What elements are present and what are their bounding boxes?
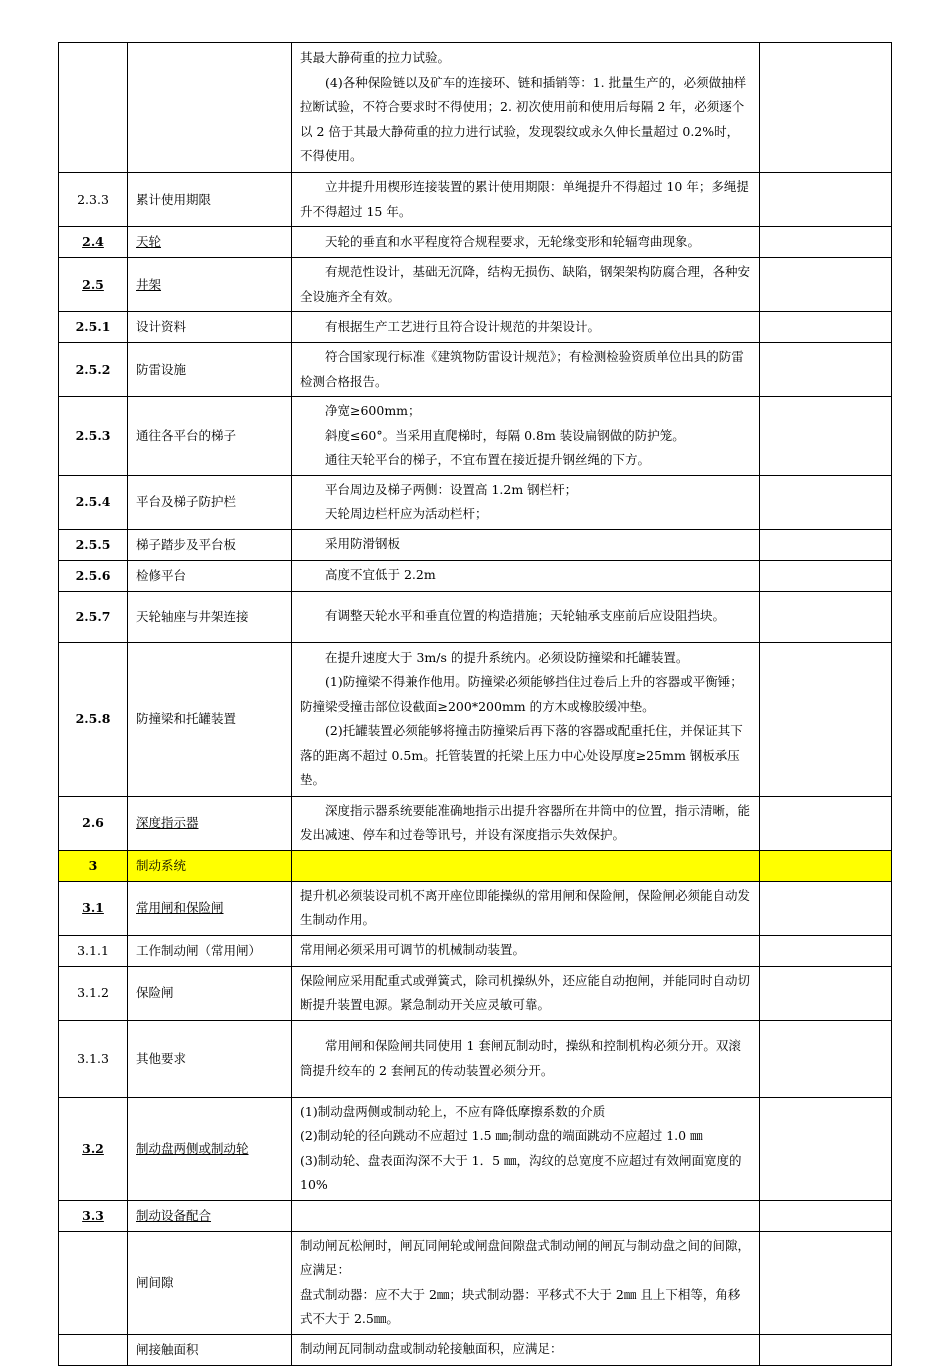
requirement-cell: [292, 397, 760, 476]
item-name-cell: 制动设备配合: [128, 1200, 292, 1231]
requirement-line: (1)制动盘两侧或制动轮上，不应有降低摩擦系数的介质: [300, 1103, 606, 1119]
requirement-line: 有规范性设计，基础无沉降，结构无损伤、缺陷，钢架架构防腐合理，各种安全设施齐全有效。: [300, 264, 751, 304]
item-name-cell: 闸接触面积: [128, 1334, 292, 1365]
table-row: [59, 1097, 892, 1200]
remark-cell: [760, 173, 892, 227]
remark-cell: [760, 1334, 892, 1365]
item-name-cell: 常用闸和保险闸: [128, 881, 292, 935]
section-name-cell: 制动系统: [128, 850, 292, 881]
requirement-cell: [292, 227, 760, 258]
remark-cell: [760, 258, 892, 312]
item-number-cell: [59, 43, 128, 173]
requirement-line: 盘式制动器：应不大于 2㎜；块式制动器：平移式不大于 2㎜ 且上下相等，角移式不大于 2.5㎜。: [300, 1286, 741, 1326]
table-row: [59, 475, 892, 529]
requirement-line: 天轮的垂直和水平程度符合规程要求，无轮缘变形和轮辐弯曲现象。: [325, 233, 701, 249]
table-row: [59, 173, 892, 227]
item-number-cell: 2.5: [59, 258, 128, 312]
item-name-cell: 累计使用期限: [128, 173, 292, 227]
item-name-cell: 检修平台: [128, 560, 292, 591]
requirement-line: 有调整天轮水平和垂直位置的构造措施；天轮轴承支座前后应设阻挡块。: [325, 608, 726, 624]
requirement-line: 常用闸必须采用可调节的机械制动装置。: [300, 942, 526, 958]
remark-cell: [760, 560, 892, 591]
requirement-cell: [292, 850, 760, 881]
requirement-cell: [292, 935, 760, 966]
item-name-cell: 工作制动闸（常用闸）: [128, 935, 292, 966]
requirement-cell: [292, 43, 760, 173]
remark-cell: [760, 935, 892, 966]
item-name-cell: 井架: [128, 258, 292, 312]
remark-cell: [760, 343, 892, 397]
item-name-cell: 天轮轴座与井架连接: [128, 591, 292, 642]
item-number-cell: 3.1.3: [59, 1020, 128, 1097]
requirement-cell: [292, 1334, 760, 1365]
item-name-cell: 防雷设施: [128, 343, 292, 397]
remark-cell: [760, 1097, 892, 1200]
remark-cell: [760, 43, 892, 173]
requirement-line: 净宽≥600mm；: [325, 403, 421, 418]
requirement-line: 高度不宜低于 2.2m: [325, 567, 436, 583]
remark-cell: [760, 881, 892, 935]
item-name-cell: 保险闸: [128, 966, 292, 1020]
item-number-cell: 2.6: [59, 796, 128, 850]
remark-cell: [760, 850, 892, 881]
requirement-line: 深度指示器系统要能准确地指示出提升容器所在井筒中的位置，指示清晰，能发出减速、停车和过卷等讯号，并设有深度指示失效保护。: [300, 802, 751, 842]
item-number-cell: 3.1.2: [59, 966, 128, 1020]
item-number-cell: 2.5.7: [59, 591, 128, 642]
item-name-cell: 闸间隙: [128, 1231, 292, 1334]
table-row: [59, 343, 892, 397]
item-name-cell: 平台及梯子防护栏: [128, 475, 292, 529]
table-row: [59, 642, 892, 796]
requirement-cell: [292, 529, 760, 560]
table-row: [59, 1231, 892, 1334]
remark-cell: [760, 591, 892, 642]
item-name-cell: [128, 43, 292, 173]
item-name-cell: 防撞梁和托罐装置: [128, 642, 292, 796]
requirement-line: 在提升速度大于 3m/s 的提升系统内。必须设防撞梁和托罐装置。: [325, 649, 689, 665]
requirement-line: 有根据生产工艺进行且符合设计规范的井架设计。: [325, 318, 601, 334]
table-row: [59, 591, 892, 642]
item-number-cell: [59, 1334, 128, 1365]
table-row: [59, 312, 892, 343]
requirement-cell: [292, 796, 760, 850]
requirement-line: 天轮周边栏杆应为活动栏杆；: [325, 506, 488, 521]
remark-cell: [760, 529, 892, 560]
table-row: [59, 529, 892, 560]
table-row: [59, 1020, 892, 1097]
table-row: [59, 966, 892, 1020]
item-number-cell: 2.5.4: [59, 475, 128, 529]
section-number-cell: 3: [59, 850, 128, 881]
requirement-cell: [292, 1200, 760, 1231]
table-row: [59, 258, 892, 312]
item-number-cell: 2.5.1: [59, 312, 128, 343]
requirement-line: 制动闸瓦同制动盘或制动轮接触面积，应满足：: [300, 1341, 563, 1357]
requirement-line: 符合国家现行标准《建筑物防雷设计规范》；有检测检验资质单位出具的防雷检测合格报告。: [300, 349, 744, 389]
requirement-line: (2)托罐装置必须能够将撞击防撞梁后再下落的容器或配重托住，并保证其下落的距离不超过 0.5m。托管装置的托梁上压力中心处设厚度≥25mm 钢板承压垫。: [300, 723, 743, 787]
table-row: [59, 227, 892, 258]
remark-cell: [760, 1231, 892, 1334]
requirement-cell: [292, 343, 760, 397]
requirement-line: (3)制动轮、盘表面沟深不大于 1．5 ㎜，沟纹的总宽度不应超过有效闸面宽度的 10%: [300, 1152, 742, 1192]
item-number-cell: 3.2: [59, 1097, 128, 1200]
item-name-cell: 通往各平台的梯子: [128, 397, 292, 476]
requirement-cell: [292, 1097, 760, 1200]
item-number-cell: 2.5.8: [59, 642, 128, 796]
requirement-line: 制动闸瓦松闸时，闸瓦同闸轮或闸盘间隙盘式制动闸的闸瓦与制动盘之间的间隙，应满足：: [300, 1237, 751, 1277]
remark-cell: [760, 796, 892, 850]
requirement-line: (2)制动轮的径向跳动不应超过 1.5 ㎜;制动盘的端面跳动不应超过 1.0 ㎜: [300, 1128, 703, 1143]
item-name-cell: 深度指示器: [128, 796, 292, 850]
item-name-cell: 天轮: [128, 227, 292, 258]
item-number-cell: [59, 1231, 128, 1334]
remark-cell: [760, 475, 892, 529]
requirement-cell: [292, 642, 760, 796]
requirement-cell: [292, 1020, 760, 1097]
requirement-line: 采用防滑钢板: [325, 536, 401, 552]
requirement-cell: [292, 475, 760, 529]
requirement-cell: [292, 173, 760, 227]
requirement-line: 立井提升用楔形连接装置的累计使用期限：单绳提升不得超过 10 年；多绳提升不得超过 15 年。: [300, 179, 749, 219]
table-row: [59, 560, 892, 591]
remark-cell: [760, 312, 892, 343]
table-row: [59, 1334, 892, 1365]
item-number-cell: 2.5.2: [59, 343, 128, 397]
remark-cell: [760, 966, 892, 1020]
requirement-line: (4)各种保险链以及矿车的连接环、链和插销等：1. 批量生产的，必须做抽样拉断试验，不符合要求时不得使用；2. 初次使用前和使用后每隔 2 年，必须逐个以 2 倍于其最大静荷重的拉力进行试验，发现裂纹或永久伸长量超过 0.2%时，不得使用。: [300, 74, 747, 164]
remark-cell: [760, 227, 892, 258]
item-number-cell: 2.3.3: [59, 173, 128, 227]
table-row: [59, 881, 892, 935]
requirement-line: 通往天轮平台的梯子，不宜布置在接近提升钢丝绳的下方。: [325, 452, 651, 467]
item-number-cell: 3.1: [59, 881, 128, 935]
inspection-standard-table: [58, 42, 892, 1366]
requirement-line: 其最大静荷重的拉力试验。: [300, 50, 451, 66]
table-row: [59, 796, 892, 850]
requirement-cell: [292, 312, 760, 343]
remark-cell: [760, 397, 892, 476]
requirement-line: 常用闸和保险闸共同使用 1 套闸瓦制动时，操纵和控制机构必须分开。双滚筒提升绞车的 2 套闸瓦的传动装置必须分开。: [300, 1038, 741, 1078]
requirement-cell: [292, 560, 760, 591]
table-row: [59, 397, 892, 476]
requirement-line: 斜度≤60°。当采用直爬梯时，每隔 0.8m 装设扁钢做的防护笼。: [325, 427, 685, 443]
item-number-cell: 2.4: [59, 227, 128, 258]
item-number-cell: 2.5.6: [59, 560, 128, 591]
item-number-cell: 3.3: [59, 1200, 128, 1231]
requirement-cell: [292, 881, 760, 935]
table-row: [59, 1200, 892, 1231]
remark-cell: [760, 1200, 892, 1231]
requirement-line: 提升机必须装设司机不离开座位即能操纵的常用闸和保险闸，保险闸必须能自动发生制动作用。: [300, 887, 751, 927]
requirement-line: 平台周边及梯子两侧：设置高 1.2m 钢栏杆；: [325, 481, 578, 497]
requirement-line: 保险闸应采用配重式或弹簧式，除司机操纵外，还应能自动抱闸，并能同时自动切断提升装置电源。紧急制动开关应灵敏可靠。: [300, 972, 751, 1012]
remark-cell: [760, 1020, 892, 1097]
requirement-cell: [292, 258, 760, 312]
table-row: [59, 935, 892, 966]
item-number-cell: 2.5.5: [59, 529, 128, 560]
requirement-line: (1)防撞梁不得兼作他用。防撞梁必须能够挡住过卷后上升的容器或平衡锤；防撞梁受撞击部位设截面≥200*200mm 的方木或橡胶缓冲垫。: [300, 674, 743, 714]
item-name-cell: 设计资料: [128, 312, 292, 343]
item-name-cell: 其他要求: [128, 1020, 292, 1097]
requirement-cell: [292, 591, 760, 642]
table-row: [59, 43, 892, 173]
item-name-cell: 制动盘两侧或制动轮: [128, 1097, 292, 1200]
item-number-cell: 3.1.1: [59, 935, 128, 966]
item-number-cell: 2.5.3: [59, 397, 128, 476]
section-header-row: [59, 850, 892, 881]
requirement-cell: [292, 1231, 760, 1334]
requirement-cell: [292, 966, 760, 1020]
item-name-cell: 梯子踏步及平台板: [128, 529, 292, 560]
remark-cell: [760, 642, 892, 796]
